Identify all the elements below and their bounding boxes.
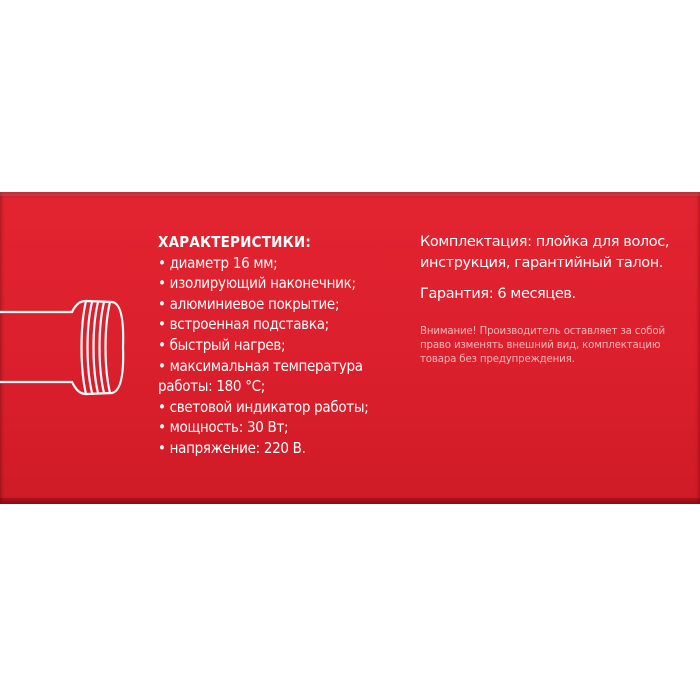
package-contents-line: Комплектация: плойка для волос,: [420, 234, 670, 250]
notice-line: Внимание! Производитель оставляет за собой: [420, 326, 665, 337]
spec-item: • алюминиевое покрытие;: [158, 294, 340, 313]
band-bottom-shade: [0, 498, 700, 504]
specifications-title: ХАРАКТЕРИСТИКИ:: [158, 233, 311, 251]
spec-item: • максимальная температура: [158, 356, 363, 375]
notice-line: право изменять внешний вид, комплектацию: [420, 339, 661, 351]
curling-iron-tip-icon: [0, 290, 140, 410]
package-info-block: [420, 232, 695, 305]
spec-item: • быстрый нагрев;: [158, 335, 286, 354]
spec-item: • световой индикатор работы;: [158, 397, 369, 416]
warranty-text: Гарантия: 6 месяцев.: [420, 286, 576, 302]
notice-line: товара без предупреждения.: [420, 353, 575, 365]
spec-item: • напряжение: 220 В.: [158, 438, 306, 457]
specifications-block: [158, 232, 428, 459]
spec-item: работы: 180 °C;: [158, 377, 266, 396]
spec-item: • встроенная подставка;: [158, 315, 329, 334]
spec-item: • изолирующий наконечник;: [158, 274, 356, 293]
spec-item: • мощность: 30 Вт;: [158, 418, 289, 437]
spec-item: • диаметр 16 мм;: [158, 253, 278, 272]
band-top-highlight: [0, 192, 700, 196]
manufacturer-notice: [420, 325, 690, 366]
package-contents-line: инструкция, гарантийный талон.: [420, 254, 663, 271]
